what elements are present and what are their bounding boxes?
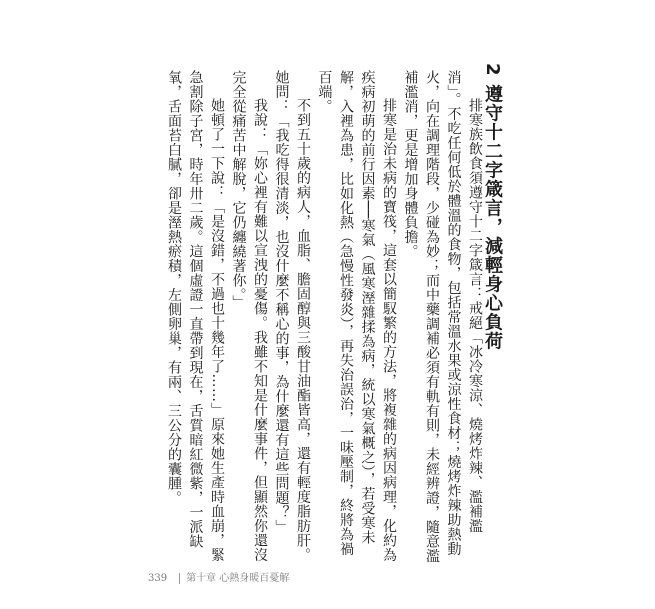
page-footer	[148, 569, 289, 584]
footer-divider	[179, 573, 180, 584]
section-title: 遵守十二字箴言，減輕身心負荷	[482, 84, 503, 351]
body-text	[163, 70, 486, 568]
page-number: 339	[148, 573, 168, 584]
paragraph: 排寒族飲食須遵守十二字箴言：戒絕「冰冷寒涼、燒烤炸辣、濫補濫消」。不吃任何低於體溫的食物，包括常溫水果或涼性食材；燒烤炸辣助熱動火，向在調理階段，少碰為妙；而中藥調補必須有軌有則，未經辨證，隨意濫補濫消，更是增加身體負擔。	[402, 70, 483, 563]
paragraph: 她頓了一下說：「是沒錯，不過也十幾年了……」原來她生產時血崩，緊急割除子宮，時年卅二歲。這個虛證一直帶到現在，舌質暗紅微紫，一派缺氧，舌面苔白膩，卻是溼熱瘀積，左側卵巢，有兩、三公分的囊腫。	[166, 70, 225, 562]
section-label: 心熱身暖百憂解	[219, 573, 290, 584]
paragraph: 排寒是治未病的寶筏，這套以簡馭繁的方法，將複雜的病因病理，化約為疾病初萌的前行因素──寒氣（風寒溼雜揉為病，統以寒氣概之），若受寒未解，入裡為患，比如化熱（急慢性發炎），再失治誤治，一味壓制，終將為禍百端。	[316, 70, 397, 562]
paragraph: 不到五十歲的病人，血脂、膽固醇與三酸甘油酯皆高，還有輕度脂肪肝。她問：「我吃得很清淡，也沒什麼不稱心的事，為什麼還有這些問題？」	[273, 70, 311, 562]
chapter-label: 第十章	[186, 573, 217, 584]
section-number: 2	[482, 63, 503, 77]
paragraph: 我說：「妳心裡有難以宣洩的憂傷。我雖不知是什麼事件，但顯然你還沒完全從痛苦中解脫，它仍纏繞著你。」	[230, 70, 268, 562]
